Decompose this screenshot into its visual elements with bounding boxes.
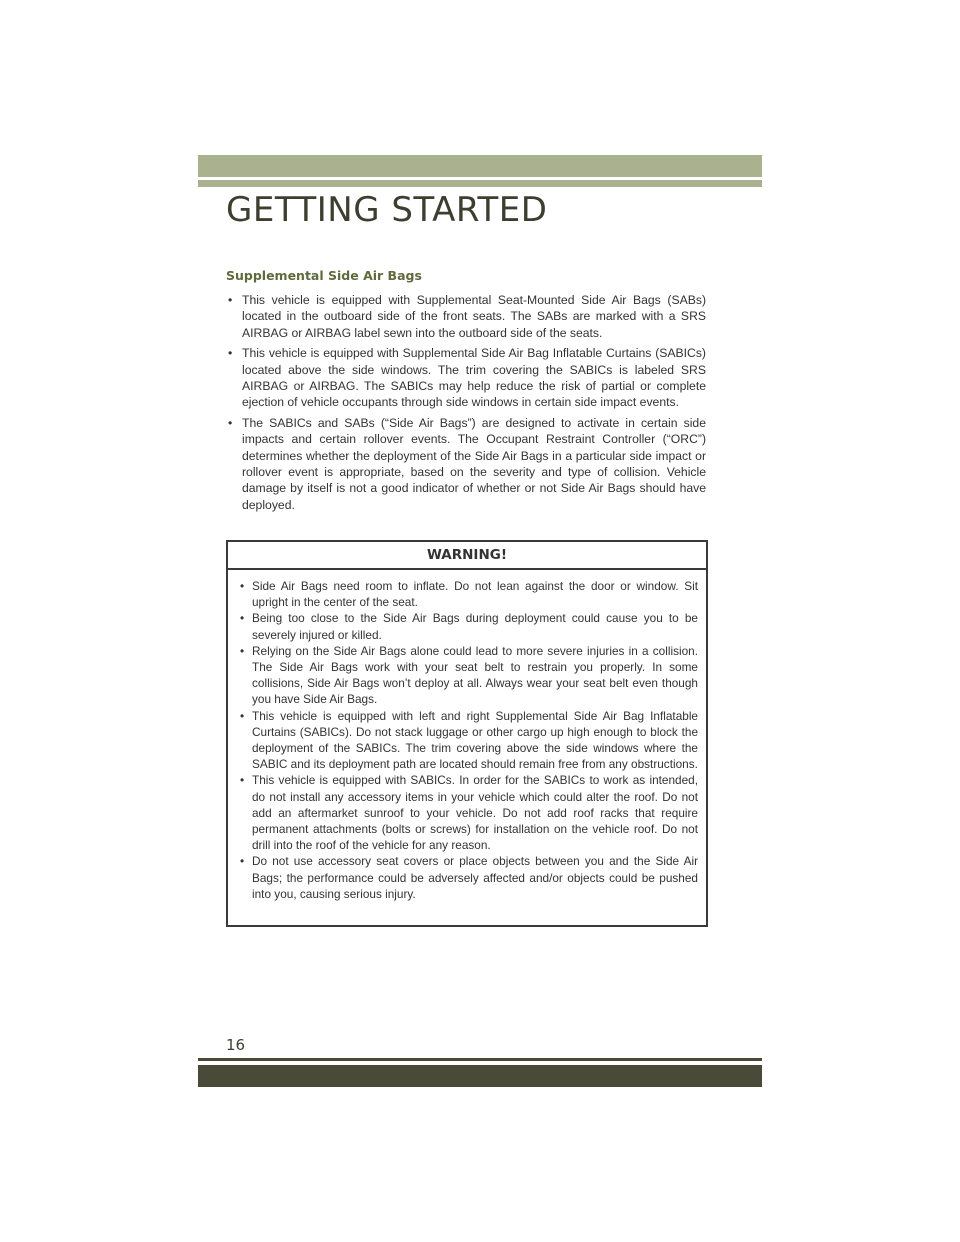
warning-bullet-4: • This vehicle is equipped with left and right Supplemental Side Air Bag Inflatable Curtains (SABICs). Do not stack luggage or other cargo up high enough to block the deployment of the SABICs. The trim covering above the side windows where the SABIC and its deployment path are located should remain free from any obstructions. bbox=[240, 708, 698, 773]
intro-bullet-list bbox=[226, 292, 706, 517]
warning-bullet-5: • This vehicle is equipped with SABICs. In order for the SABICs to work as intended, do not install any accessory items in your vehicle which could alter the roof. Do not add an aftermarket sunroof to your vehicle. Do not add roof racks that require permanent attachments (bolts or screws) for installation on the vehicle roof. Do not drill into the roof of the vehicle for any reason. bbox=[240, 772, 698, 853]
intro-bullet-1: • This vehicle is equipped with Supplemental Seat-Mounted Side Air Bags (SABs) located in the outboard side of the front seats. The SABs are marked with a SRS AIRBAG or AIRBAG label sewn into the outboard side of the seats. bbox=[226, 292, 706, 341]
header-band bbox=[198, 155, 762, 177]
warning-bullet-list bbox=[228, 570, 706, 902]
warning-box bbox=[226, 540, 708, 927]
warning-bullet-6: • Do not use accessory seat covers or place objects between you and the Side Air Bags; the performance could be adversely affected and/or objects could be pushed into you, causing serious injury. bbox=[240, 853, 698, 902]
warning-title: WARNING! bbox=[228, 542, 706, 570]
warning-bullet-2: • Being too close to the Side Air Bags during deployment could cause you to be severely injured or killed. bbox=[240, 610, 698, 642]
footer-band bbox=[198, 1065, 762, 1087]
section-heading: Supplemental Side Air Bags bbox=[226, 268, 422, 283]
intro-bullet-2: • This vehicle is equipped with Supplemental Side Air Bag Inflatable Curtains (SABICs) located above the side windows. The trim covering the SABICs is labeled SRS AIRBAG or AIRBAG. The SABICs may help reduce the risk of partial or complete ejection of vehicle occupants through side windows in certain side impact events. bbox=[226, 345, 706, 411]
intro-bullet-3: • The SABICs and SABs (“Side Air Bags”) are designed to activate in certain side impacts and certain rollover events. The Occupant Restraint Controller (“ORC”) determines whether the deployment of the Side Air Bags in a particular side impact or rollover event is appropriate, based on the severity and type of collision. Vehicle damage by itself is not a good indicator of whether or not Side Air Bags should have deployed. bbox=[226, 415, 706, 513]
header-rule bbox=[198, 180, 762, 187]
warning-bullet-1: • Side Air Bags need room to inflate. Do not lean against the door or window. Sit upright in the center of the seat. bbox=[240, 578, 698, 610]
warning-bullet-3: • Relying on the Side Air Bags alone could lead to more severe injuries in a collision. The Side Air Bags work with your seat belt to restrain you properly. In some collisions, Side Air Bags won’t deploy at all. Always wear your seat belt even though you have Side Air Bags. bbox=[240, 643, 698, 708]
chapter-title: GETTING STARTED bbox=[226, 190, 548, 230]
page-number: 16 bbox=[226, 1036, 246, 1054]
footer-rule bbox=[198, 1058, 762, 1061]
